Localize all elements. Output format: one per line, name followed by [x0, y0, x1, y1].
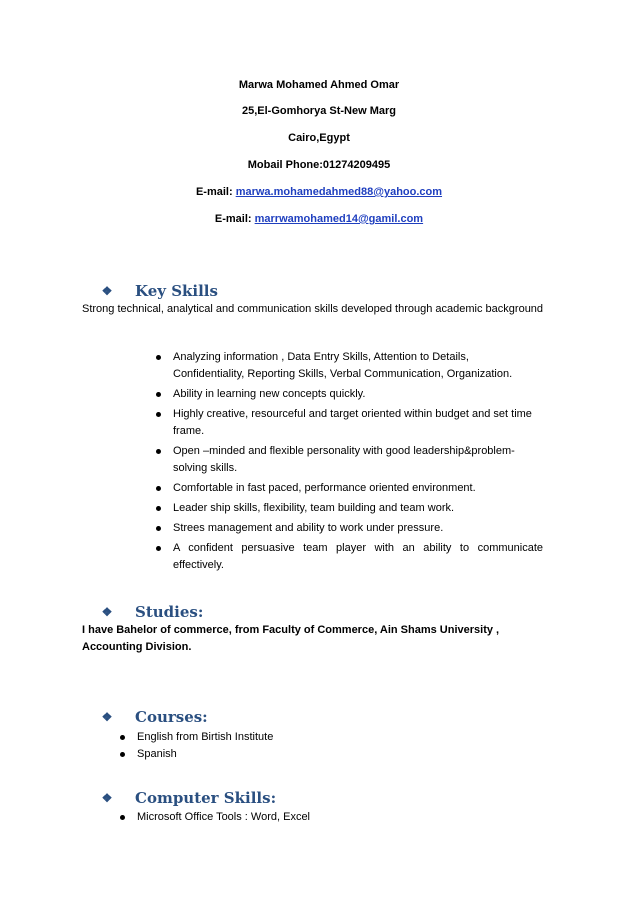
bullet-dot-icon: [120, 735, 125, 740]
computer-skills-list: [137, 809, 537, 826]
email-line-1: [0, 185, 638, 199]
bullet-dot-icon: [156, 392, 161, 397]
diamond-cluster-icon: ❖: [101, 605, 113, 619]
list-item-text: Comfortable in fast paced, performance oriented environment.: [173, 482, 476, 494]
bullet-dot-icon: [156, 355, 161, 360]
list-item: [137, 809, 537, 826]
list-item: [173, 520, 543, 537]
list-item-text: Ability in learning new concepts quickly.: [173, 388, 366, 400]
list-item: [173, 480, 543, 497]
list-item-text: Analyzing information , Data Entry Skills, Attention to Details, Confidentiality, Reporting Skills, Verbal Communication, Organization.: [173, 351, 513, 380]
key-skills-intro: Strong technical, analytical and communication skills developed through academic background: [82, 303, 544, 315]
studies-title: Studies:: [135, 603, 204, 621]
list-item-text: A confident persuasive team player with an ability to communicate effectively.: [173, 542, 543, 571]
list-item: [173, 443, 543, 477]
studies-text: I have Bahelor of commerce, from Faculty of Commerce, Ain Shams University , Accounting Division.: [82, 624, 500, 653]
studies-heading: [100, 603, 203, 621]
list-item: [173, 406, 543, 440]
email-label-1: E-mail:: [195, 186, 236, 198]
list-item-text: Microsoft Office Tools : Word, Excel: [137, 811, 311, 823]
bullet-dot-icon: [156, 486, 161, 491]
list-item: [173, 349, 543, 383]
city-line: Cairo,Egypt: [288, 132, 350, 144]
list-item-text: Strees management and ability to work under pressure.: [173, 522, 444, 534]
diamond-cluster-icon: ❖: [101, 791, 113, 805]
bullet-dot-icon: [120, 815, 125, 820]
bullet-dot-icon: [156, 546, 161, 551]
list-item-text: English from Birtish Institute: [137, 731, 274, 743]
bullet-dot-icon: [156, 506, 161, 511]
diamond-cluster-icon: ❖: [101, 710, 113, 724]
list-item-text: Spanish: [137, 748, 177, 760]
email-link-2[interactable]: marrwamohamed14@gamil.com: [254, 213, 424, 225]
key-skills-list: [173, 349, 543, 574]
list-item-text: Leader ship skills, flexibility, team building and team work.: [173, 502, 455, 514]
list-item: [173, 500, 543, 517]
list-item: [137, 729, 537, 746]
list-item: [173, 386, 543, 403]
applicant-name: Marwa Mohamed Ahmed Omar: [238, 79, 400, 91]
list-item: [137, 746, 537, 763]
bullet-dot-icon: [156, 526, 161, 531]
diamond-cluster-icon: ❖: [101, 284, 113, 298]
bullet-dot-icon: [120, 752, 125, 757]
email-line-2: [0, 212, 638, 226]
bullet-dot-icon: [156, 449, 161, 454]
courses-list: [137, 729, 537, 763]
computer-skills-title: Computer Skills:: [135, 789, 277, 807]
email-link-1[interactable]: marwa.mohamedahmed88@yahoo.com: [235, 186, 443, 198]
key-skills-title: Key Skills: [135, 282, 218, 300]
courses-title: Courses:: [135, 708, 208, 726]
bullet-dot-icon: [156, 412, 161, 417]
address-line: 25,El-Gomhorya St-New Marg: [241, 105, 397, 117]
list-item-text: Open –minded and flexible personality with good leadership&problem-solving skills.: [173, 445, 515, 474]
phone-line: Mobail Phone:01274209495: [247, 159, 391, 171]
email-label-2: E-mail:: [214, 213, 255, 225]
computer-skills-heading: [100, 789, 276, 807]
courses-heading: [100, 708, 208, 726]
list-item: [173, 540, 543, 574]
list-item-text: Highly creative, resourceful and target oriented within budget and set time frame.: [173, 408, 532, 437]
key-skills-heading: [100, 282, 218, 300]
